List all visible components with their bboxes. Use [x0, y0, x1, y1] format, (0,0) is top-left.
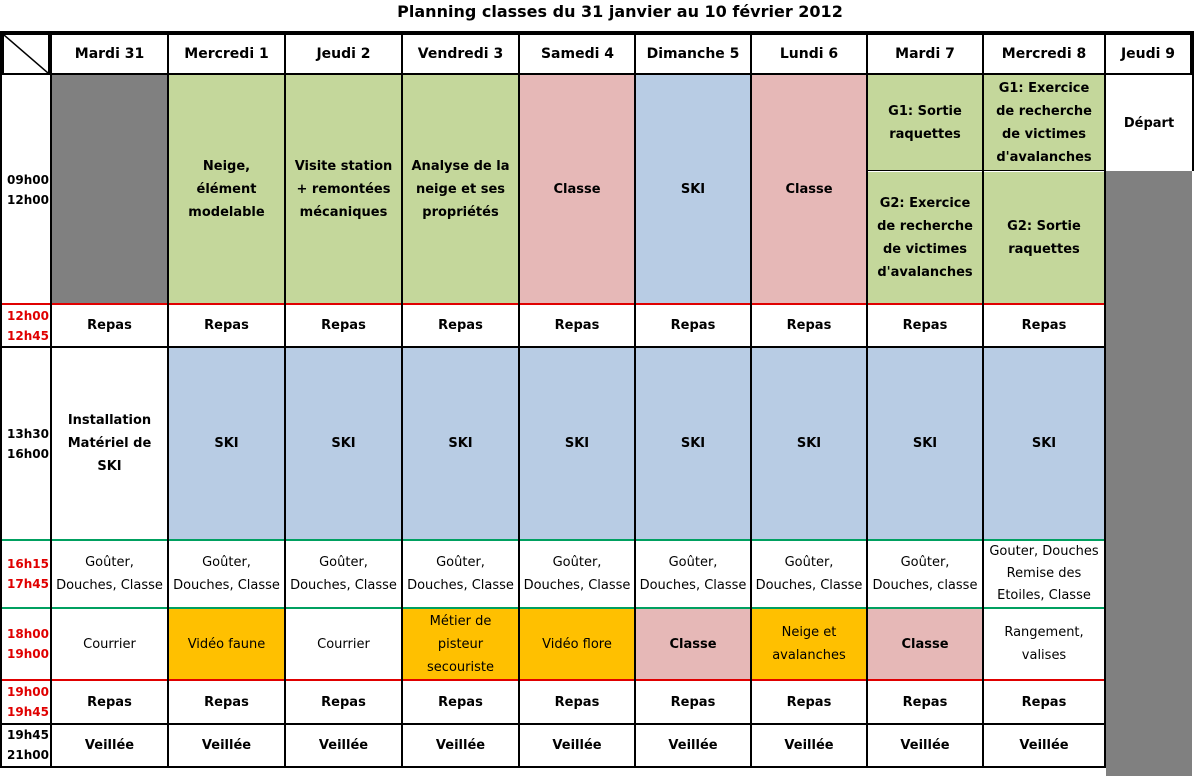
- row-divider-green: [0, 539, 1106, 541]
- table-border: [0, 31, 1194, 33]
- dinner-cell: Repas: [1021, 694, 1067, 710]
- snack-cell: Goûter, Douches, Classe: [755, 555, 863, 593]
- morning-jeudi9: Départ: [1106, 75, 1192, 171]
- snack-cell: Goûter, Douches, Classe: [407, 555, 514, 593]
- veillee-cell: Veillée: [552, 737, 602, 753]
- col-divider: [401, 31, 403, 768]
- morning-mercredi8-g2: G2: Sortie raquettes: [984, 171, 1104, 304]
- day-header: Vendredi 3: [401, 33, 520, 75]
- col-divider: [50, 31, 52, 768]
- morning-mercredi1: Neige, élément modelable: [169, 75, 284, 304]
- afternoon-ski: SKI: [868, 347, 982, 540]
- day-header: Mardi 7: [866, 33, 984, 75]
- dinner-cell: Repas: [902, 694, 948, 710]
- diagonal-line: [4, 35, 48, 73]
- dinner-cell: Repas: [670, 694, 716, 710]
- day-header: Jeudi 2: [284, 33, 403, 75]
- dinner-cell: Repas: [786, 694, 832, 710]
- morning-dimanche5: SKI: [636, 75, 750, 304]
- veillee-cell: Veillée: [201, 737, 252, 753]
- col-divider: [750, 31, 752, 768]
- time-lunch: 12h00 12h45: [7, 308, 49, 343]
- row-divider: [0, 723, 1106, 725]
- snack-cell: Goûter, Douches, Classe: [56, 555, 163, 593]
- veillee-cell: Veillée: [435, 737, 486, 753]
- col-divider: [0, 31, 2, 768]
- time-veillee: 19h45 21h00: [7, 728, 49, 762]
- afternoon-ski: SKI: [169, 347, 284, 540]
- time-morning: 09h00 12h00: [7, 172, 49, 207]
- veillee-cell: Veillée: [668, 737, 718, 753]
- col-divider: [1104, 31, 1106, 768]
- snack-mercredi8: Gouter, Douches Remise des Etoiles, Classe: [989, 544, 1099, 603]
- snack-cell: Goûter, Douches, Classe: [523, 555, 631, 593]
- snack-cell: Goûter, Douches, classe: [872, 555, 978, 593]
- morning-vendredi3: Analyse de la neige et ses propriétés: [403, 75, 518, 304]
- veillee-cell: Veillée: [784, 737, 834, 753]
- morning-jeudi2: Visite station + remontées mécaniques: [286, 75, 401, 304]
- corner-cell: [2, 33, 50, 75]
- col-divider: [634, 31, 636, 768]
- row-divider: [0, 766, 1106, 768]
- day-header: Mardi 31: [50, 33, 169, 75]
- day-header: Lundi 6: [750, 33, 868, 75]
- col-divider: [518, 31, 520, 768]
- morning-mardi31-blank: [52, 75, 167, 304]
- row-divider: [0, 73, 1194, 75]
- afternoon-ski: SKI: [984, 347, 1104, 540]
- row-divider: [866, 170, 1106, 171]
- veillee-cell: Veillée: [900, 737, 950, 753]
- schedule-grid: [0, 31, 1194, 776]
- page-title: Planning classes du 31 janvier au 10 février 2012: [397, 2, 843, 21]
- row-divider: [0, 346, 1106, 348]
- lunch-cell: Repas: [670, 318, 716, 333]
- day-header: Dimanche 5: [634, 33, 752, 75]
- col-divider: [982, 31, 984, 768]
- dinner-cell: Repas: [438, 694, 483, 710]
- evening-mardi7: Classe: [868, 608, 982, 680]
- evening-dimanche5: Classe: [636, 608, 750, 680]
- col-divider: [284, 31, 286, 768]
- dinner-cell: Repas: [204, 694, 249, 710]
- day-header: Mercredi 8: [982, 33, 1106, 75]
- day-header: Jeudi 9: [1104, 33, 1192, 75]
- time-snack: 16h15 17h45: [7, 557, 49, 591]
- evening-mardi31: Courrier: [83, 636, 136, 652]
- day-header: Mercredi 1: [167, 33, 286, 75]
- dinner-cell: Repas: [321, 694, 366, 710]
- lunch-cell: Repas: [321, 318, 366, 333]
- morning-samedi4: Classe: [520, 75, 634, 304]
- time-afternoon: 13h30 16h00: [7, 426, 49, 461]
- dinner-cell: Repas: [554, 694, 600, 710]
- afternoon-ski: SKI: [636, 347, 750, 540]
- dinner-cell: Repas: [87, 694, 132, 710]
- morning-mardi7-g2: G2: Exercice de recherche de victimes d'avalanches: [868, 171, 982, 304]
- row-divider-red: [0, 303, 1106, 305]
- lunch-cell: Repas: [902, 318, 948, 333]
- morning-mercredi8-g1: G1: Exercice de recherche de victimes d'avalanches: [984, 75, 1104, 171]
- row-divider-red: [0, 679, 1106, 681]
- time-dinner: 19h00 19h45: [7, 685, 49, 719]
- afternoon-ski: SKI: [286, 347, 401, 540]
- lunch-cell: Repas: [87, 318, 132, 333]
- veillee-cell: Veillée: [1019, 737, 1069, 753]
- day-header: Samedi 4: [518, 33, 637, 75]
- afternoon-mardi31: Installation Matériel de SKI: [67, 413, 152, 474]
- snack-cell: Goûter, Douches, Classe: [173, 555, 280, 593]
- lunch-cell: Repas: [554, 318, 600, 333]
- evening-vendredi3: Métier de pisteur secouriste: [403, 608, 518, 680]
- jeudi9-grey-block: [1106, 171, 1192, 776]
- evening-jeudi2: Courrier: [317, 636, 370, 652]
- morning-mardi7-g1: G1: Sortie raquettes: [868, 75, 982, 171]
- col-divider: [866, 31, 868, 768]
- morning-lundi6: Classe: [752, 75, 866, 304]
- lunch-cell: Repas: [1021, 318, 1067, 333]
- veillee-cell: Veillée: [318, 737, 369, 753]
- snack-cell: Goûter, Douches, Classe: [290, 555, 397, 593]
- veillee-cell: Veillée: [84, 737, 135, 753]
- afternoon-ski: SKI: [520, 347, 634, 540]
- evening-mercredi8: Rangement, valises: [1004, 625, 1084, 663]
- time-evening: 18h00 19h00: [7, 627, 49, 661]
- lunch-cell: Repas: [438, 318, 483, 333]
- evening-lundi6: Neige et avalanches: [752, 608, 866, 680]
- evening-samedi4: Vidéo flore: [520, 608, 634, 680]
- afternoon-ski: SKI: [403, 347, 518, 540]
- col-divider: [167, 31, 169, 768]
- afternoon-ski: SKI: [752, 347, 866, 540]
- row-divider-green: [0, 607, 1106, 609]
- lunch-cell: Repas: [786, 318, 832, 333]
- lunch-cell: Repas: [204, 318, 249, 333]
- evening-mercredi1: Vidéo faune: [169, 608, 284, 680]
- snack-cell: Goûter, Douches, Classe: [639, 555, 747, 593]
